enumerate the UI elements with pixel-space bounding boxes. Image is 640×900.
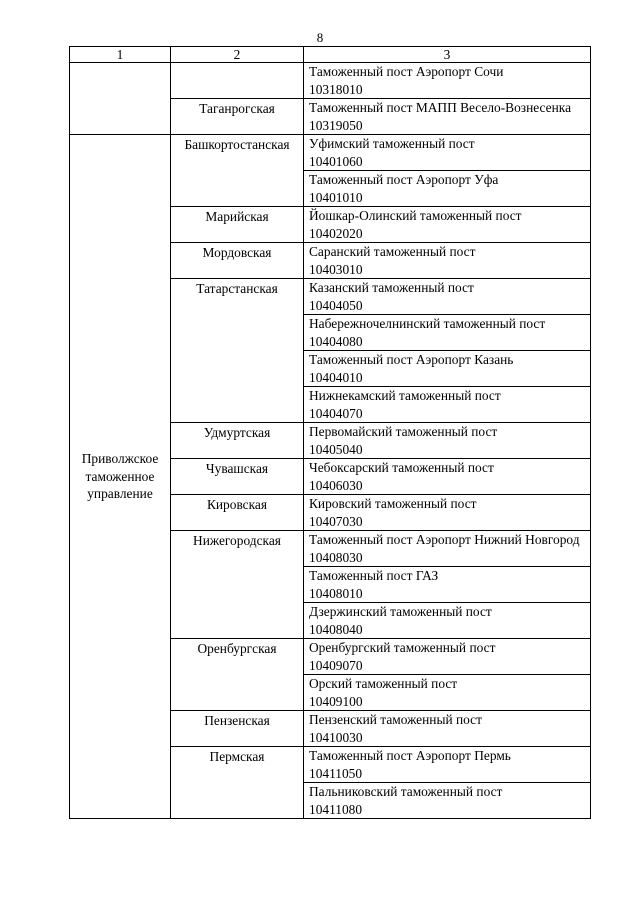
post-code: 10411050: [309, 765, 363, 781]
post-name: Йошкар-Олинский таможенный пост: [309, 208, 522, 223]
post-name: Казанский таможенный пост: [309, 280, 474, 295]
region-cell: Нижегородская: [171, 531, 304, 639]
header-col-3: 3: [304, 47, 591, 63]
post-name: Саранский таможенный пост: [309, 244, 476, 259]
customs-post-cell: [304, 171, 591, 207]
post-code: 10405040: [309, 441, 363, 457]
post-code: 10318010: [309, 81, 363, 97]
customs-post-cell: [304, 531, 591, 567]
post-code: 10404010: [309, 369, 363, 385]
post-name: Первомайский таможенный пост: [309, 424, 498, 439]
customs-post-cell: [304, 387, 591, 423]
region-cell: Пензенская: [171, 711, 304, 747]
customs-post-cell: [304, 603, 591, 639]
post-name: Пензенский таможенный пост: [309, 712, 482, 727]
customs-post-cell: [304, 675, 591, 711]
customs-post-cell: [304, 243, 591, 279]
post-name: Чебоксарский таможенный пост: [309, 460, 494, 475]
post-code: 10404080: [309, 333, 363, 349]
post-code: 10407030: [309, 513, 363, 529]
post-code: 10408030: [309, 549, 363, 565]
post-name: Уфимский таможенный пост: [309, 136, 475, 151]
header-row: [70, 47, 591, 63]
post-code: 10408010: [309, 585, 363, 601]
region-cell: Татарстанская: [171, 279, 304, 423]
post-code: 10404070: [309, 405, 363, 421]
customs-post-cell: [304, 99, 591, 135]
customs-post-cell: [304, 711, 591, 747]
post-name: Дзержинский таможенный пост: [309, 604, 492, 619]
customs-post-cell: [304, 495, 591, 531]
post-code: 10401010: [309, 189, 363, 205]
post-name: Оренбургский таможенный пост: [309, 640, 496, 655]
region-cell: Кировская: [171, 495, 304, 531]
customs-post-cell: [304, 315, 591, 351]
customs-post-cell: [304, 423, 591, 459]
post-name: Нижнекамский таможенный пост: [309, 388, 501, 403]
post-code: 10403010: [309, 261, 363, 277]
region-cell: [171, 63, 304, 99]
region-cell: Мордовская: [171, 243, 304, 279]
header-col-2: 2: [171, 47, 304, 63]
customs-post-cell: [304, 351, 591, 387]
table-row: [70, 135, 591, 171]
header-col-1: 1: [70, 47, 171, 63]
post-code: 10411080: [309, 801, 363, 817]
region-cell: Оренбургская: [171, 639, 304, 711]
post-name: Таможенный пост ГАЗ: [309, 568, 439, 583]
region-cell: Пермская: [171, 747, 304, 819]
post-name: Таможенный пост МАПП Весело-Вознесенка: [309, 100, 572, 115]
post-code: 10404050: [309, 297, 363, 313]
customs-post-cell: [304, 63, 591, 99]
post-code: 10408040: [309, 621, 363, 637]
post-name: Кировский таможенный пост: [309, 496, 477, 511]
customs-post-cell: [304, 207, 591, 243]
region-cell: Марийская: [171, 207, 304, 243]
customs-post-cell: [304, 135, 591, 171]
post-name: Пальниковский таможенный пост: [309, 784, 503, 799]
customs-post-cell: [304, 459, 591, 495]
customs-post-cell: [304, 279, 591, 315]
region-cell: Удмуртская: [171, 423, 304, 459]
post-name: Таможенный пост Аэропорт Нижний Новгород: [309, 532, 580, 547]
post-code: 10409100: [309, 693, 363, 709]
post-code: 10409070: [309, 657, 363, 673]
post-name: Набережночелнинский таможенный пост: [309, 316, 546, 331]
post-code: 10402020: [309, 225, 363, 241]
post-code: 10406030: [309, 477, 363, 493]
region-cell: Башкортостанская: [171, 135, 304, 207]
customs-post-cell: [304, 747, 591, 783]
department-cell-continued: [70, 63, 171, 135]
customs-post-cell: [304, 783, 591, 819]
page-number: 8: [316, 30, 324, 45]
customs-post-cell: [304, 639, 591, 675]
post-name: Орский таможенный пост: [309, 676, 458, 691]
post-code: 10401060: [309, 153, 363, 169]
department-cell: Приволжское таможенное управление: [70, 135, 171, 819]
region-cell: Чувашская: [171, 459, 304, 495]
customs-posts-table: [69, 46, 591, 819]
customs-post-cell: [304, 567, 591, 603]
post-name: Таможенный пост Аэропорт Казань: [309, 352, 514, 367]
post-name: Таможенный пост Аэропорт Сочи: [309, 64, 504, 79]
post-name: Таможенный пост Аэропорт Уфа: [309, 172, 499, 187]
region-cell: Таганрогская: [171, 99, 304, 135]
table-row: [70, 63, 591, 99]
post-code: 10319050: [309, 117, 363, 133]
post-name: Таможенный пост Аэропорт Пермь: [309, 748, 511, 763]
post-code: 10410030: [309, 729, 363, 745]
